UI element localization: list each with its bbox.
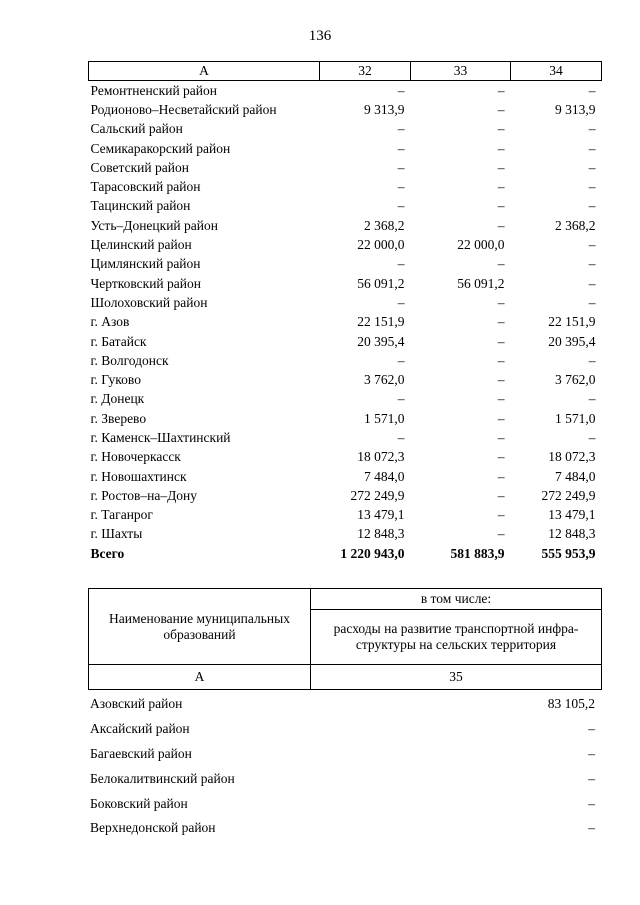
- value-col-33: –: [497, 449, 505, 465]
- value-col-32: –: [397, 198, 405, 214]
- municipality-name: Шолоховский район: [90, 294, 208, 310]
- municipality-name: Усть–Донецкий район: [90, 217, 218, 233]
- table-row: [88, 692, 601, 717]
- value-col-34: –: [588, 140, 596, 156]
- municipality-name: Боковский район: [90, 795, 188, 811]
- value-col-34: –: [588, 256, 596, 272]
- municipality-name: Аксайский район: [90, 721, 190, 737]
- value-col-33: –: [497, 333, 505, 349]
- municipality-name: г. Таганрог: [90, 507, 153, 523]
- table-row: [89, 351, 602, 370]
- value-col-32: –: [397, 159, 405, 175]
- value-col-32: 272 249,9: [350, 487, 405, 503]
- total-row: [89, 544, 602, 563]
- value-col-34: 18 072,3: [548, 449, 596, 465]
- table-row: [89, 139, 602, 158]
- value-col-35: 83 105,2: [547, 696, 595, 712]
- value-col-33: –: [497, 121, 505, 137]
- table-row: [89, 486, 602, 505]
- value-col-34: 22 151,9: [548, 314, 596, 330]
- table-row: [88, 791, 601, 816]
- total-label: Всего: [90, 545, 125, 561]
- value-col-32: 22 000,0: [357, 237, 405, 253]
- municipality-name: Тарасовский район: [90, 179, 201, 195]
- table-row: [89, 506, 602, 525]
- table-row: [89, 158, 602, 177]
- value-col-32: 9 313,9: [364, 101, 405, 117]
- value-col-34: –: [588, 391, 596, 407]
- municipality-name: Цимлянский район: [90, 256, 201, 272]
- value-col-33: –: [497, 159, 505, 175]
- value-col-33: –: [497, 256, 505, 272]
- value-col-34: –: [588, 179, 596, 195]
- value-col-32: 2 368,2: [364, 217, 405, 233]
- table-row: [89, 235, 602, 254]
- municipality-name: Верхнедонской район: [90, 820, 216, 836]
- table-row: [89, 120, 602, 139]
- value-col-33: –: [497, 410, 505, 426]
- total-col-33: 581 883,9: [450, 545, 505, 561]
- header-col-32: 32: [320, 62, 411, 81]
- value-col-34: 20 395,4: [548, 333, 596, 349]
- value-col-33: –: [497, 198, 505, 214]
- table-row: [88, 816, 601, 841]
- municipality-name: г. Зверево: [90, 410, 147, 426]
- table-row: [89, 390, 602, 409]
- value-col-33: –: [497, 372, 505, 388]
- table-row: [89, 81, 602, 101]
- table-header-row: [89, 62, 602, 81]
- value-col-32: –: [397, 82, 405, 98]
- municipality-name: г. Батайск: [90, 333, 147, 349]
- value-col-32: 1 571,0: [364, 410, 405, 426]
- table-row: [89, 332, 602, 351]
- value-col-34: 1 571,0: [555, 410, 596, 426]
- value-col-32: –: [397, 179, 405, 195]
- table-row: [88, 766, 601, 791]
- municipality-name: г. Шахты: [90, 526, 143, 542]
- value-col-32: –: [397, 140, 405, 156]
- municipal-table-col-35-header: [88, 588, 602, 690]
- table-row: [89, 409, 602, 428]
- table-row: [89, 428, 602, 447]
- value-col-33: –: [497, 429, 505, 445]
- municipality-name: Целинский район: [90, 237, 192, 253]
- municipality-name: Ремонтненский район: [90, 82, 217, 98]
- value-col-33: –: [497, 507, 505, 523]
- municipal-table-col-35-body: [88, 692, 601, 841]
- table-row: [89, 370, 602, 389]
- value-col-34: 12 848,3: [548, 526, 596, 542]
- value-col-34: –: [588, 294, 596, 310]
- table-row: [89, 313, 602, 332]
- value-col-33: –: [497, 82, 505, 98]
- table-row: [89, 448, 602, 467]
- value-col-34: 9 313,9: [555, 101, 596, 117]
- municipality-name: г. Ростов–на–Дону: [90, 487, 198, 503]
- value-col-34: –: [588, 159, 596, 175]
- value-col-35: –: [588, 795, 595, 811]
- municipality-name: Тацинский район: [90, 198, 191, 214]
- header-municipal-names: Наименование муниципальных образований: [89, 589, 311, 665]
- municipality-name: Родионово–Несветайский район: [90, 101, 277, 117]
- table-row: [88, 742, 601, 767]
- value-col-34: 272 249,9: [541, 487, 596, 503]
- value-col-32: 18 072,3: [357, 449, 405, 465]
- value-col-32: 12 848,3: [357, 526, 405, 542]
- municipality-name: Советский район: [90, 159, 189, 175]
- total-col-34: 555 953,9: [541, 545, 596, 561]
- header-col-a-2: А: [89, 665, 311, 690]
- value-col-35: –: [588, 745, 595, 761]
- table-row: [89, 197, 602, 216]
- value-col-32: –: [397, 294, 405, 310]
- municipality-name: Семикаракорский район: [90, 140, 231, 156]
- header-col-34: 34: [511, 62, 602, 81]
- value-col-32: 56 091,2: [357, 275, 405, 291]
- total-col-32: 1 220 943,0: [340, 545, 405, 561]
- header-col-35: 35: [311, 665, 602, 690]
- value-col-33: –: [497, 526, 505, 542]
- header-transport-infrastructure: расходы на развитие транспортной инфра-структуры на сельских территория: [311, 610, 602, 665]
- municipality-name: Белокалитвинский район: [90, 770, 235, 786]
- value-col-32: 13 479,1: [357, 507, 405, 523]
- table-row: [88, 717, 601, 742]
- value-col-34: –: [588, 429, 596, 445]
- value-col-33: –: [497, 468, 505, 484]
- table-row: [89, 100, 602, 119]
- value-col-33: –: [497, 217, 505, 233]
- municipal-table-cols-32-34: [88, 61, 602, 563]
- value-col-34: 13 479,1: [548, 507, 596, 523]
- municipality-name: г. Гуково: [90, 372, 141, 388]
- municipality-name: г. Новочеркасск: [90, 449, 181, 465]
- value-col-33: 56 091,2: [457, 275, 505, 291]
- table-row: [89, 255, 602, 274]
- value-col-34: –: [588, 198, 596, 214]
- value-col-32: –: [397, 352, 405, 368]
- table-row: [89, 177, 602, 196]
- municipality-name: Азовский район: [90, 696, 183, 712]
- municipality-name: г. Каменск–Шахтинский: [90, 429, 231, 445]
- value-col-33: –: [497, 101, 505, 117]
- value-col-32: 3 762,0: [364, 372, 405, 388]
- value-col-35: –: [588, 721, 595, 737]
- value-col-35: –: [588, 770, 595, 786]
- municipality-name: Чертковский район: [90, 275, 201, 291]
- municipality-name: г. Волгодонск: [90, 352, 169, 368]
- value-col-33: –: [497, 352, 505, 368]
- page-number: 136: [308, 28, 332, 44]
- municipality-name: Сальский район: [90, 121, 183, 137]
- municipality-name: г. Донецк: [90, 391, 145, 407]
- value-col-33: –: [497, 294, 505, 310]
- value-col-34: 2 368,2: [555, 217, 596, 233]
- municipality-name: г. Новошахтинск: [90, 468, 187, 484]
- table-row: [89, 293, 602, 312]
- table-row: [89, 216, 602, 235]
- header-col-33: 33: [411, 62, 511, 81]
- value-col-34: 3 762,0: [555, 372, 596, 388]
- value-col-32: 20 395,4: [357, 333, 405, 349]
- value-col-33: –: [497, 179, 505, 195]
- value-col-34: –: [588, 352, 596, 368]
- table-row: [89, 525, 602, 544]
- value-col-32: 22 151,9: [357, 314, 405, 330]
- header-col-a: А: [89, 62, 320, 81]
- value-col-33: 22 000,0: [457, 237, 505, 253]
- value-col-32: –: [397, 391, 405, 407]
- value-col-35: –: [588, 820, 595, 836]
- municipality-name: г. Азов: [90, 314, 130, 330]
- table-row: [89, 467, 602, 486]
- header-including: в том числе:: [311, 589, 602, 610]
- value-col-34: –: [588, 275, 596, 291]
- value-col-34: –: [588, 82, 596, 98]
- value-col-32: –: [397, 121, 405, 137]
- municipality-name: Багаевский район: [90, 745, 192, 761]
- table-row: [89, 274, 602, 293]
- value-col-34: 7 484,0: [555, 468, 596, 484]
- value-col-33: –: [497, 391, 505, 407]
- value-col-32: 7 484,0: [364, 468, 405, 484]
- value-col-33: –: [497, 140, 505, 156]
- value-col-34: –: [588, 121, 596, 137]
- value-col-33: –: [497, 314, 505, 330]
- value-col-34: –: [588, 237, 596, 253]
- value-col-32: –: [397, 429, 405, 445]
- value-col-32: –: [397, 256, 405, 272]
- value-col-33: –: [497, 487, 505, 503]
